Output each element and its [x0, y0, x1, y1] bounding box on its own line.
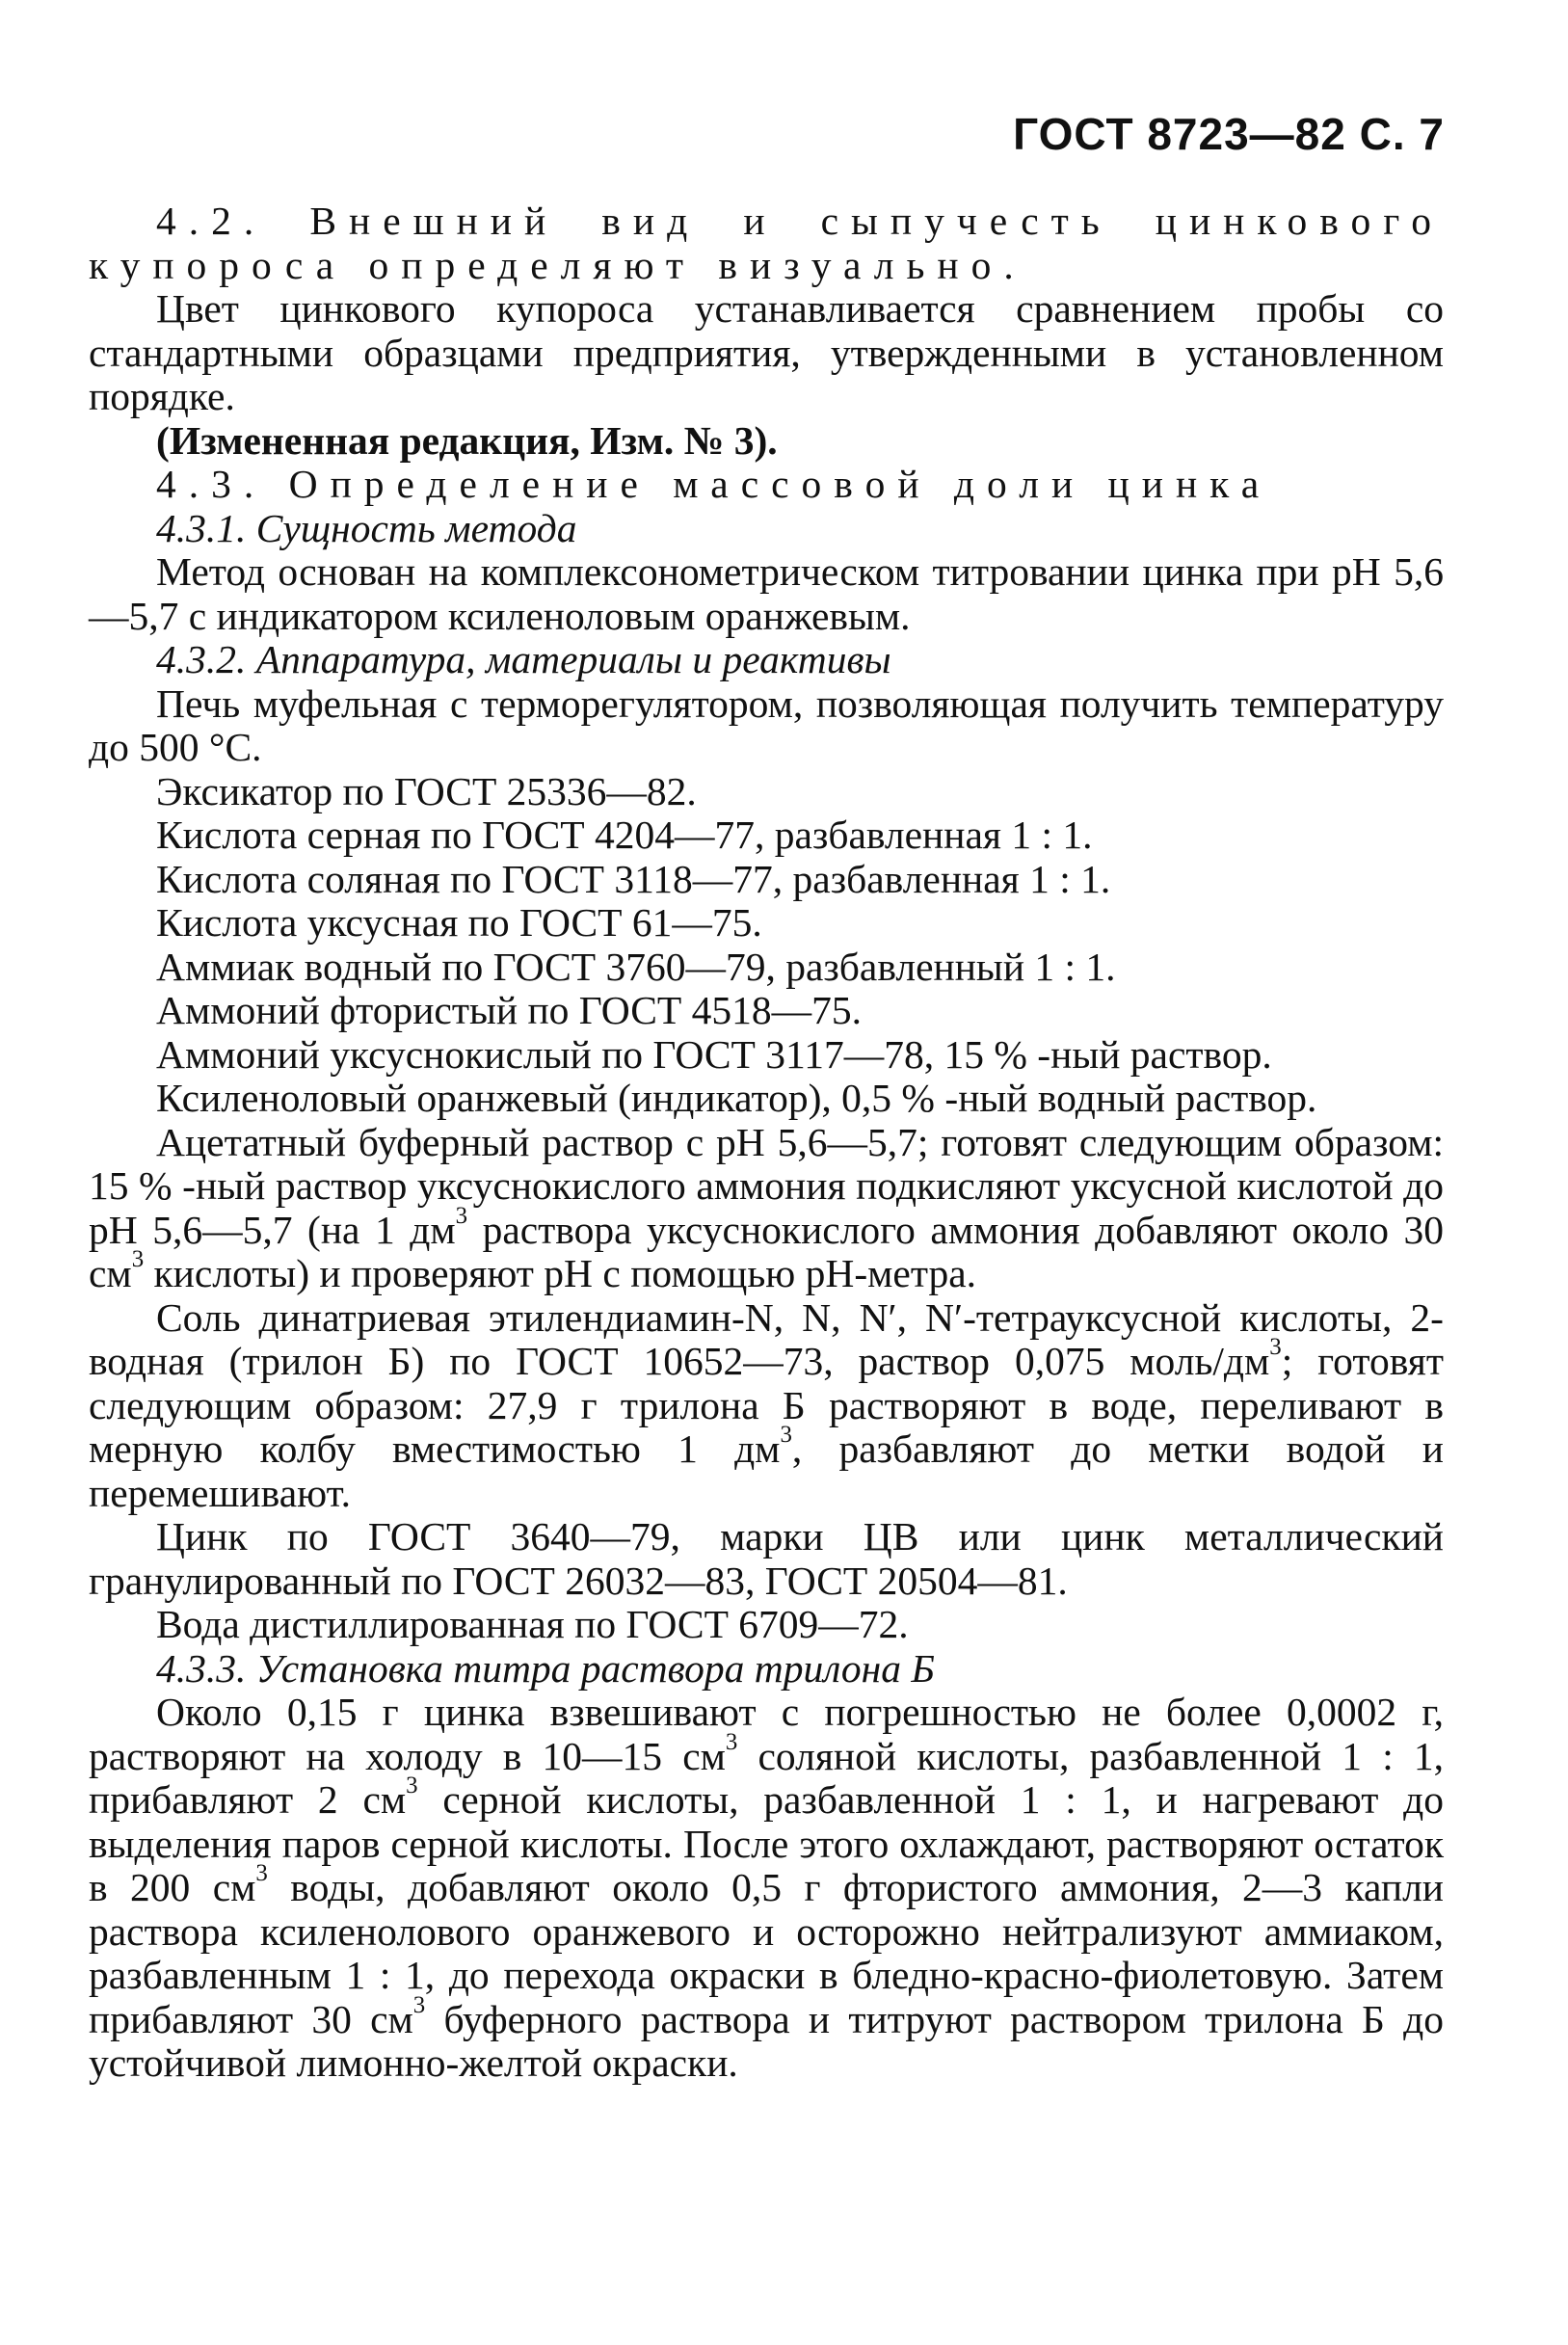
zinc-paragraph: Цинк по ГОСТ 3640—79, марки ЦВ или цинк металлический гранулированный по ГОСТ 26032—83, ГОСТ 20504—81.: [89, 1514, 1444, 1603]
section-4-2-heading: 4.2. Внешний вид и сыпучесть цинкового купороса определяют визуально.: [89, 199, 1444, 287]
color-paragraph: Цвет цинкового купороса устанавливается сравнением пробы со стандартными образцами предприятия, утвержденными в установленном порядке.: [89, 286, 1444, 418]
superscript-3: 3: [406, 1772, 418, 1799]
reagent-item: Кислота соляная по ГОСТ 3118—77, разбавленная 1 : 1.: [156, 856, 1111, 901]
amendment-note: (Измененная редакция, Изм. № 3).: [156, 417, 778, 463]
subsection-4-3-1: [89, 507, 1444, 551]
superscript-3: 3: [412, 1991, 426, 2018]
procedure-text-part: Около 0,15 г цинка взвешивают с погрешностью не более 0,0002 г, растворяют на холоду в 10—15 см: [89, 1690, 1444, 1778]
reagent-item: Аммоний уксуснокислый по ГОСТ 3117—78, 15 % -ный раствор.: [156, 1031, 1272, 1077]
superscript-3: 3: [255, 1859, 268, 1886]
trilon-text-part: Соль динатриевая этилендиамин-N, N, N′, N′-тетрауксусной кислоты, 2-водная (трилон Б) по ГОСТ 10652—73, раствор 0,075 моль/дм: [89, 1294, 1444, 1383]
buffer-text-part: Ацетатный буферный раствор с рН 5,6—5,7; готовят следующим образом: 15 % -ный раствор уксуснокислого аммония подкисляют уксусной кислотой до рН 5,6—5,7 (на 1 дм: [89, 1119, 1444, 1252]
reagent-item: Кислота уксусная по ГОСТ 61—75.: [156, 900, 762, 945]
reagent-item: Печь муфельная с терморегулятором, позволяющая получить температуру до 500 °С.: [89, 680, 1444, 769]
buffer-text-part: кислоты) и проверяют рН с помощью рН-метра.: [144, 1251, 977, 1295]
subsection-4-3-2-title: 4.3.2. Аппаратура, материалы и реактивы: [156, 637, 891, 681]
trilon-paragraph: [89, 1296, 1444, 1516]
subsection-4-3-1-title: 4.3.1. Сущность метода: [156, 505, 577, 550]
procedure-paragraph: [89, 1691, 1444, 2086]
superscript-3: 3: [131, 1245, 145, 1272]
reagent-item: Эксикатор по ГОСТ 25336—82.: [156, 768, 697, 813]
reagent-item: Аммиак водный по ГОСТ 3760—79, разбавленный 1 : 1.: [156, 944, 1116, 989]
reagent-item: Ксиленоловый оранжевый (индикатор), 0,5 % -ный водный раствор.: [156, 1076, 1317, 1120]
subsection-4-3-3: [89, 1647, 1444, 1692]
trilon-text-part: , разбавляют до метки водой и перемешивают.: [89, 1426, 1444, 1515]
page-header: ГОСТ 8723—82 С. 7: [1013, 109, 1445, 159]
method-paragraph: Метод основан на комплексонометрическом титровании цинка при рН 5,6—5,7 с индикатором ксиленоловым оранжевым.: [89, 549, 1444, 638]
superscript-3: 3: [780, 1421, 792, 1448]
buffer-paragraph: [89, 1121, 1444, 1296]
section-4-3-heading: 4.3. Определение массовой доли цинка: [156, 462, 1272, 506]
procedure-text-part: воды, добавляют около 0,5 г фтористого аммония, 2—3 капли раствора ксиленолового оранжевого и осторожно нейтрализуют аммиаком, разбавленным 1 : 1, до перехода окраски в бледно-красно-фиолетовую. Затем прибавляют 30 см: [89, 1865, 1445, 2041]
buffer-text-part: раствора уксуснокислого аммония добавляют около 30 см: [89, 1207, 1444, 1295]
superscript-3: 3: [1269, 1333, 1282, 1360]
superscript-3: 3: [725, 1728, 738, 1755]
trilon-text-part: ; готовят следующим образом: 27,9 г трилона Б растворяют в воде, переливают в мерную колбу вместимостью 1 дм: [89, 1339, 1444, 1471]
reagent-item: Аммоний фтористый по ГОСТ 4518—75.: [156, 988, 863, 1032]
superscript-3: 3: [455, 1202, 468, 1229]
procedure-text-part: серной кислоты, разбавленной 1 : 1, и нагревают до выделения паров серной кислоты. После этого охлаждают, растворяют остаток в 200 см: [89, 1777, 1444, 1909]
document-body: [89, 200, 1444, 2086]
subsection-4-3-3-title: 4.3.3. Установка титра раствора трилона Б: [156, 1645, 935, 1691]
procedure-text-part: соляной кислоты, разбавленной 1 : 1, прибавляют 2 см: [89, 1733, 1444, 1822]
procedure-text-part: буферного раствора и титруют раствором трилона Б до устойчивой лимонно-желтой окраски.: [89, 1996, 1444, 2085]
water-paragraph: Вода дистиллированная по ГОСТ 6709—72.: [156, 1602, 909, 1646]
reagent-item: Кислота серная по ГОСТ 4204—77, разбавленная 1 : 1.: [156, 813, 1093, 857]
subsection-4-3-2: [89, 638, 1444, 682]
